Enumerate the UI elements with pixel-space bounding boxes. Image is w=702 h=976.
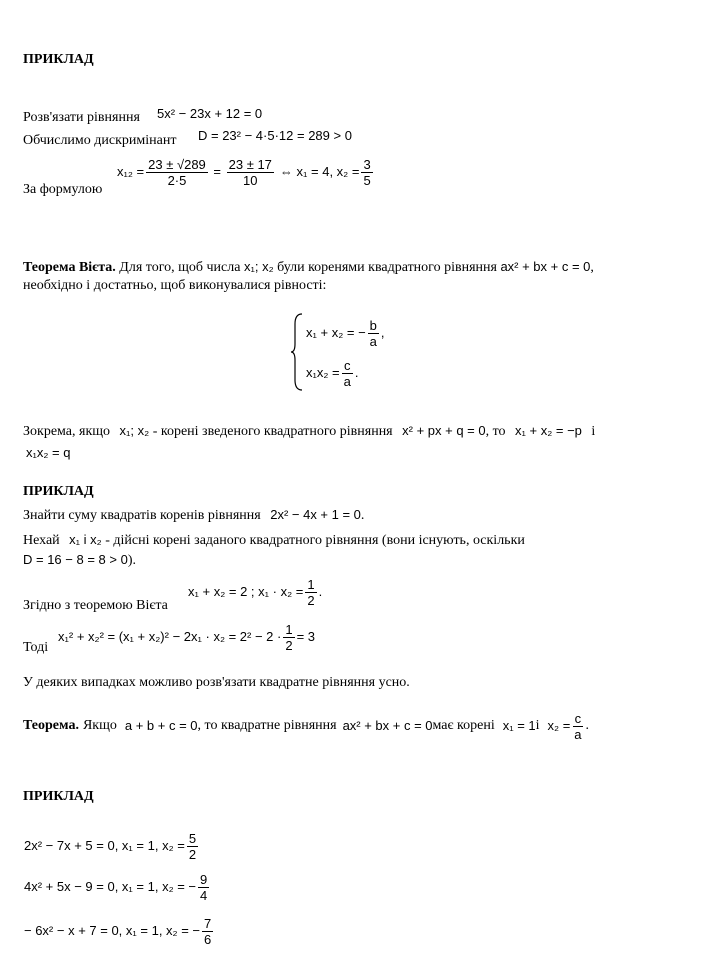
- oral-x2-den: a: [574, 726, 582, 742]
- example2-disc-line: [23, 552, 136, 569]
- example2-then-label: Тоді: [23, 640, 49, 655]
- example3-row-fraction: [198, 872, 209, 903]
- example1-task: Розв'язати рівняння: [23, 110, 140, 125]
- example2-let-line: [23, 532, 525, 549]
- example2-task: Знайти суму квадратів коренів рівняння 2x² − 4x + 1 = 0.: [23, 507, 365, 523]
- reduced-equation: x² + px + q = 0: [402, 423, 486, 438]
- vieta-title: Теорема Вієта.: [23, 260, 116, 275]
- half-den: 2: [307, 592, 315, 608]
- oral-intro: У деяких випадках можливо розв'язати квадратне рівняння усно.: [23, 675, 410, 690]
- reduced-product: x₁x₂ = q: [26, 445, 71, 460]
- oral-x1: x₁ = 1: [502, 718, 536, 733]
- system-eq1-den: a: [369, 333, 377, 349]
- oral-title: Теорема.: [23, 718, 79, 733]
- example2-vieta-formula: x₁ + x₂ = 2 ; x₁ · x₂ = $\frac{1}{2}$ .: [188, 576, 323, 608]
- example2-let-text2: - дійсні корені заданого квадратного рівняння (вони існують, оскільки: [105, 533, 525, 548]
- reduced-vars: x₁; x₂: [119, 423, 150, 438]
- oral-i: і: [535, 718, 540, 733]
- example3-row: [24, 867, 211, 907]
- example2-vieta-label: Згідно з теоремою Вієта: [23, 598, 168, 613]
- oral-condition: a + b + c = 0: [124, 718, 198, 733]
- example3-row: [24, 826, 200, 866]
- example3-heading: ПРИКЛАД: [23, 789, 94, 804]
- example3-row-fraction: [187, 831, 198, 862]
- fraction-simplified: [227, 157, 274, 188]
- system-eq1-num: b: [369, 317, 377, 333]
- x2-fraction: [361, 157, 372, 188]
- x2-fraction-num: 3: [363, 156, 371, 172]
- system-eq1-fraction: [368, 318, 379, 349]
- system-eq1-lhs: x₁ + x₂ = −: [306, 325, 366, 340]
- vieta-equation: ax² + bx + c = 0: [500, 259, 591, 274]
- example2-then-formula: [58, 617, 315, 657]
- example3-row-eq: 4x² + 5x − 9 = 0, x₁ = 1, x₂ = −: [24, 879, 197, 894]
- system-eq2-fraction: [342, 358, 353, 389]
- roots-result: ⇔ x₁ = 4, x₂ =: [279, 164, 360, 179]
- system-equation1: x₁ + x₂ = − $\frac{b}{a}$ ,: [306, 317, 385, 349]
- example3-row-den: 2: [188, 846, 197, 862]
- vieta-text2: були коренями квадратного рівняння: [277, 260, 497, 275]
- fraction-sqrt: [146, 157, 208, 188]
- reduced-sum: x₁ + x₂ = −p: [515, 423, 582, 438]
- vieta-text3: необхідно і достатньо, щоб виконувалися рівності:: [23, 278, 327, 293]
- fraction-simplified-num: 23 ± 17: [228, 156, 272, 172]
- fraction-sqrt-den: 2·5: [167, 172, 187, 188]
- example3-row-den: 6: [204, 931, 212, 947]
- example3-row-den: 4: [200, 887, 208, 903]
- example2-equation: 2x² − 4x + 1 = 0: [270, 507, 361, 522]
- then-half-num: 1: [285, 621, 293, 637]
- example1-heading: ПРИКЛАД: [23, 52, 94, 67]
- example2-vieta-expr: x₁ + x₂ = 2 ; x₁ · x₂ =: [188, 584, 304, 599]
- reduced-equation-line: [23, 423, 595, 440]
- example2-task-text: Знайти суму квадратів коренів рівняння: [23, 508, 261, 523]
- example3-row-num: 9: [200, 871, 208, 887]
- example3-row-fraction: [202, 916, 213, 947]
- x12-lhs: x₁₂ =: [117, 164, 145, 179]
- example2-heading: ПРИКЛАД: [23, 484, 94, 499]
- example3-row: [24, 911, 215, 951]
- half-num: 1: [307, 576, 315, 592]
- roots-formula: x₁₂ = $\frac{23 \pm √289}{2\cdot 5}$ = $\frac{23 \pm 17}{10}$ ⇔ x₁ = 4, x₂ = $\frac{3}{5}$: [117, 156, 371, 188]
- example2-then-result: = 3: [296, 629, 316, 644]
- example2-disc: D = 16 − 8 = 8 > 0: [23, 552, 128, 567]
- reduced-text3: , то: [485, 424, 506, 439]
- system-brace: [290, 312, 304, 392]
- system-eq2-lhs: x₁x₂ =: [306, 365, 340, 380]
- example3-row-num: 7: [204, 915, 212, 931]
- example2-let-vars: x₁ і x₂: [69, 532, 102, 547]
- reduced-i: і: [591, 424, 596, 439]
- example3-row-num: 5: [188, 830, 197, 846]
- example1-equation: 5x² − 23x + 12 = 0: [157, 106, 263, 121]
- system-equation2: x₁x₂ = $\frac{c}{a}$ .: [306, 357, 359, 389]
- vieta-theorem-line1: Теорема Вієта. Для того, щоб числа x₁; x₂ були коренями квадратного рівняння ax² + bx + c = 0,: [23, 259, 594, 275]
- x2-fraction-den: 5: [363, 172, 371, 188]
- discriminant-label: Обчислимо дискримінант: [23, 133, 177, 148]
- oral-x2-fraction: [572, 711, 583, 742]
- example2-disc-close: ).: [127, 553, 136, 568]
- example2-then-expr: x₁² + x₂² = (x₁ + x₂)² − 2x₁ · x₂ = 2² − 2 ·: [58, 629, 282, 644]
- formula-label: За формулою: [23, 182, 103, 197]
- example3-row-eq: 2x² − 7x + 5 = 0, x₁ = 1, x₂ =: [24, 838, 185, 853]
- oral-x2-num: c: [574, 710, 582, 726]
- vieta-vars: x₁; x₂: [243, 259, 274, 274]
- oral-theorem-line: Теорема. Якщо a + b + c = 0 , то квадратне рівняння ax² + bx + c = 0 має корені x₁ = 1 і x₂ = $\frac{c}{a}$ .: [23, 710, 590, 742]
- fraction-sqrt-num: 23 ± √289: [148, 156, 206, 172]
- example2-let: Нехай: [23, 533, 60, 548]
- system-eq2-num: c: [344, 357, 351, 373]
- oral-has: має корені: [432, 718, 495, 733]
- system-eq2-den: a: [343, 373, 351, 389]
- then-half-den: 2: [285, 637, 293, 653]
- vieta-text1: Для того, щоб числа: [119, 260, 241, 275]
- oral-x2-lhs: x₂ =: [547, 718, 571, 733]
- oral-if: Якщо: [82, 718, 117, 733]
- then-half-fraction: [283, 622, 294, 653]
- example3-row-eq: − 6x² − x + 7 = 0, x₁ = 1, x₂ = −: [24, 923, 201, 938]
- half-fraction: [305, 577, 316, 608]
- reduced-text2: - корені зведеного квадратного рівняння: [152, 424, 393, 439]
- reduced-text1: Зокрема, якщо: [23, 424, 111, 439]
- discriminant-formula: D = 23² − 4·5·12 = 289 > 0: [198, 128, 352, 143]
- fraction-simplified-den: 10: [243, 172, 258, 188]
- oral-then: , то квадратне рівняння: [197, 718, 337, 733]
- oral-equation: ax² + bx + c = 0: [342, 718, 433, 733]
